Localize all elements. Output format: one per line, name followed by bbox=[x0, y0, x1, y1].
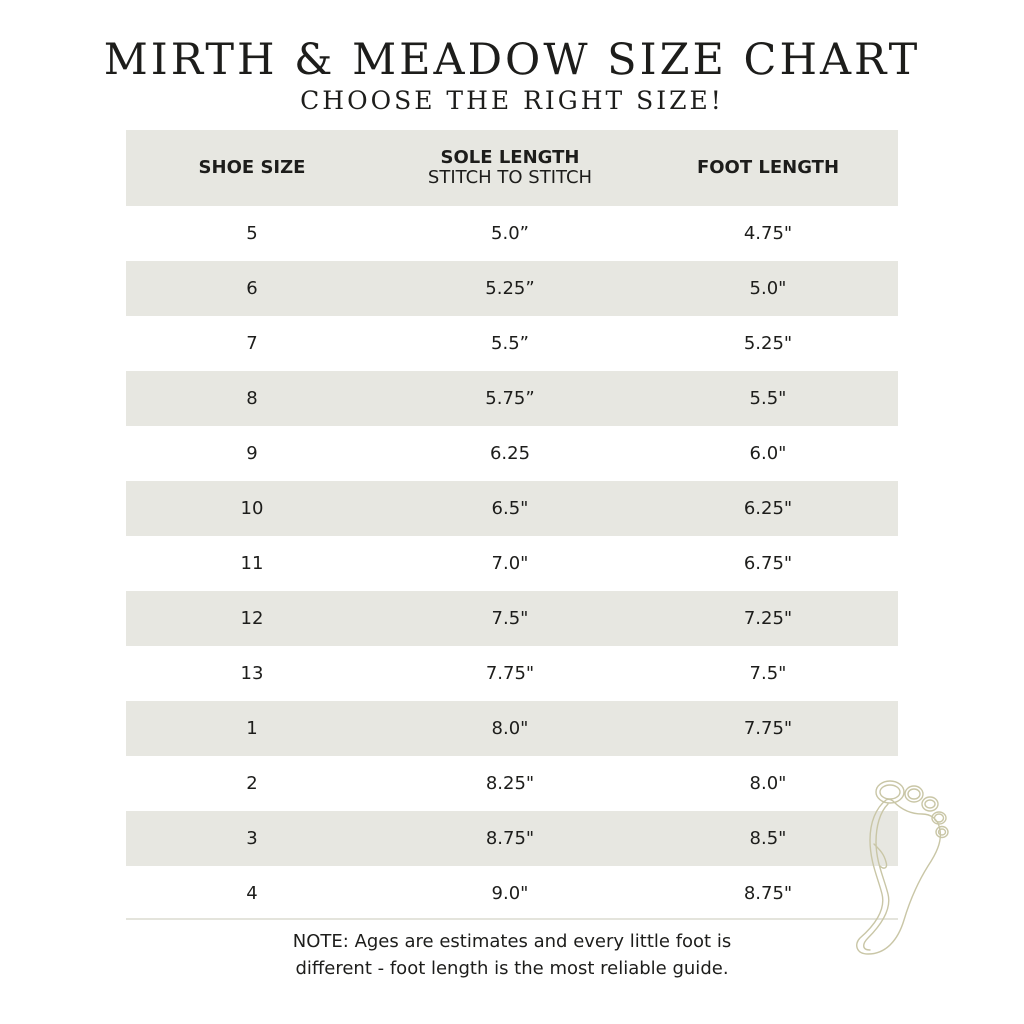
table-row bbox=[126, 536, 898, 591]
shoe-size-cell: 5 bbox=[246, 223, 258, 244]
column-header-label: FOOT LENGTH bbox=[696, 157, 840, 178]
sole-length-cell: 5.25” bbox=[485, 278, 535, 299]
table-row bbox=[126, 701, 898, 756]
sole-length-cell: 7.0" bbox=[491, 553, 529, 574]
table-row bbox=[126, 206, 898, 261]
sole-length-cell: 9.0" bbox=[491, 883, 529, 904]
shoe-size-cell: 1 bbox=[246, 718, 258, 739]
table-row bbox=[126, 371, 898, 426]
shoe-size-cell: 8 bbox=[246, 388, 258, 409]
foot-length-cell: 7.25" bbox=[743, 608, 793, 629]
table-row bbox=[126, 646, 898, 701]
foot-length-cell: 5.25" bbox=[743, 333, 793, 354]
shoe-size-cell: 12 bbox=[240, 608, 264, 629]
column-header-label: SHOE SIZE bbox=[198, 157, 306, 178]
foot-length-cell: 4.75" bbox=[743, 223, 793, 244]
foot-length-cell: 6.25" bbox=[743, 498, 793, 519]
shoe-size-cell: 2 bbox=[246, 773, 258, 794]
sole-length-cell: 8.25" bbox=[485, 773, 535, 794]
baby-foot-outline-icon bbox=[846, 770, 956, 960]
foot-length-cell: 6.75" bbox=[743, 553, 793, 574]
foot-length-cell: 5.5" bbox=[749, 388, 787, 409]
foot-length-cell: 5.0" bbox=[749, 278, 787, 299]
column-header-label: SOLE LENGTH bbox=[440, 147, 580, 168]
foot-length-cell: 8.0" bbox=[749, 773, 787, 794]
sole-length-cell: 8.0" bbox=[491, 718, 529, 739]
size-chart-table bbox=[126, 130, 898, 921]
column-header-foot-length bbox=[668, 130, 868, 206]
shoe-size-cell: 9 bbox=[246, 443, 258, 464]
table-row bbox=[126, 591, 898, 646]
foot-length-cell: 8.5" bbox=[749, 828, 787, 849]
column-header-sublabel: STITCH TO STITCH bbox=[427, 167, 593, 188]
table-row bbox=[126, 481, 898, 536]
foot-length-cell: 8.75" bbox=[743, 883, 793, 904]
shoe-size-cell: 13 bbox=[240, 663, 264, 684]
column-header-shoe-size bbox=[156, 130, 348, 206]
table-row bbox=[126, 811, 898, 866]
page-subtitle: CHOOSE THE RIGHT SIZE! bbox=[300, 86, 724, 115]
sole-length-cell: 5.5” bbox=[491, 333, 529, 354]
sole-length-cell: 6.25 bbox=[489, 443, 531, 464]
sole-length-cell: 7.5" bbox=[491, 608, 529, 629]
footnote bbox=[212, 928, 812, 982]
table-row bbox=[126, 261, 898, 316]
sole-length-cell: 7.75" bbox=[485, 663, 535, 684]
table-bottom-divider bbox=[126, 918, 898, 920]
footnote-line: different - foot length is the most reliable guide. bbox=[295, 958, 729, 979]
column-header-sole-length bbox=[375, 130, 645, 206]
foot-length-cell: 7.5" bbox=[749, 663, 787, 684]
shoe-size-cell: 11 bbox=[240, 553, 264, 574]
shoe-size-cell: 7 bbox=[246, 333, 258, 354]
table-row bbox=[126, 866, 898, 921]
sole-length-cell: 6.5" bbox=[491, 498, 529, 519]
sole-length-cell: 5.75” bbox=[485, 388, 535, 409]
shoe-size-cell: 4 bbox=[246, 883, 258, 904]
sole-length-cell: 5.0” bbox=[491, 223, 529, 244]
footnote-line: NOTE: Ages are estimates and every little foot is bbox=[292, 931, 732, 952]
table-header-row bbox=[126, 130, 898, 206]
sole-length-cell: 8.75" bbox=[485, 828, 535, 849]
shoe-size-cell: 6 bbox=[246, 278, 258, 299]
page-title: MIRTH & MEADOW SIZE CHART bbox=[103, 35, 921, 85]
table-row bbox=[126, 756, 898, 811]
shoe-size-cell: 10 bbox=[240, 498, 264, 519]
foot-length-cell: 6.0" bbox=[749, 443, 787, 464]
table-row bbox=[126, 316, 898, 371]
shoe-size-cell: 3 bbox=[246, 828, 258, 849]
foot-length-cell: 7.75" bbox=[743, 718, 793, 739]
table-row bbox=[126, 426, 898, 481]
